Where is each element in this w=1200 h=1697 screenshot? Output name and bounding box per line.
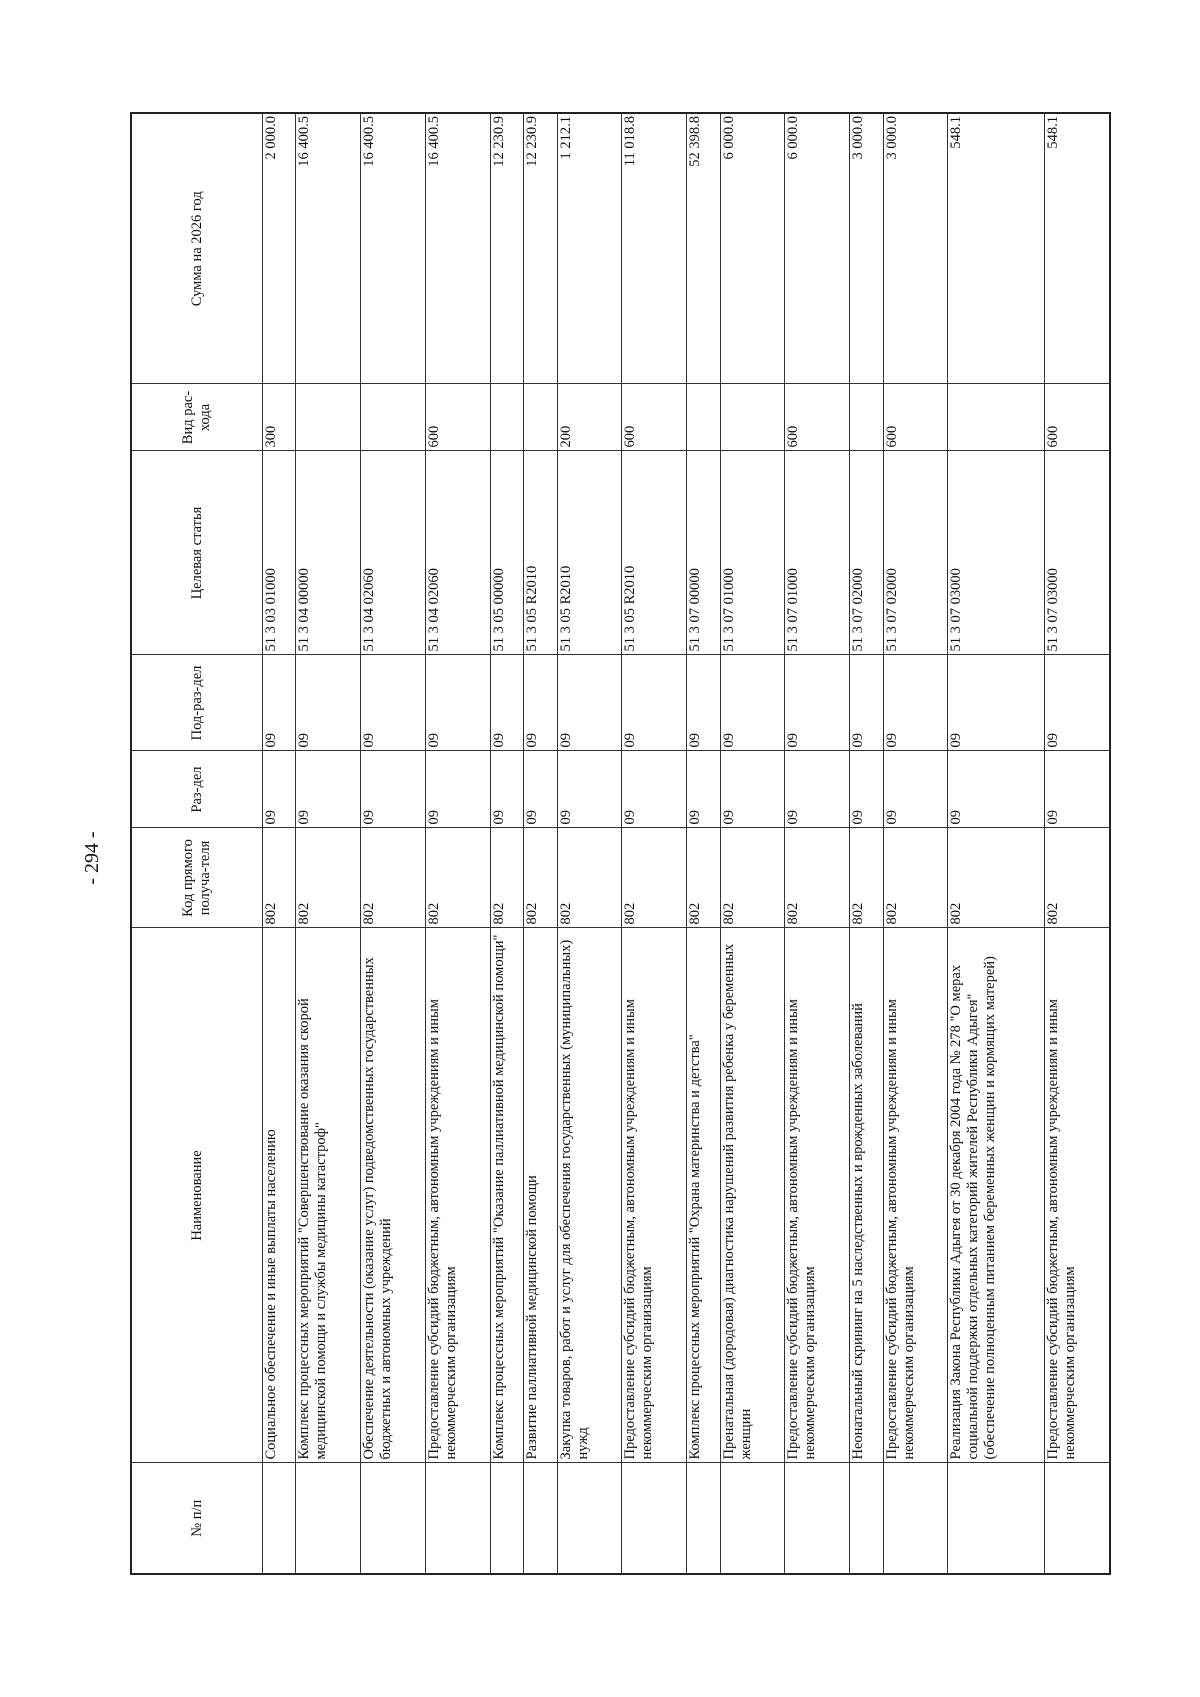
cell-amount: 6 000.0 — [785, 113, 850, 384]
table-row — [687, 113, 720, 1574]
budget-table — [130, 112, 1111, 1575]
cell-target-article: 51 3 05 00000 — [490, 451, 523, 655]
cell-section: 09 — [490, 751, 523, 828]
cell-subsection: 09 — [720, 655, 785, 751]
cell-section: 09 — [263, 751, 296, 828]
cell-section: 09 — [948, 751, 1044, 828]
cell-name: Пренатальная (дородовая) диагностика нарушений развития ребенка у беременных женщин — [720, 928, 785, 1463]
cell-target-article: 51 3 07 00000 — [687, 451, 720, 655]
cell-recipient-code: 802 — [948, 828, 1044, 928]
table-row — [1044, 113, 1110, 1574]
cell-expense-type — [948, 384, 1044, 451]
cell-section: 09 — [296, 751, 361, 828]
cell-name: Предоставление субсидий бюджетным, автономным учреждениям и иным некоммерческим организациям — [883, 928, 948, 1463]
cell-subsection: 09 — [948, 655, 1044, 751]
cell-amount: 16 400.5 — [426, 113, 491, 384]
cell-recipient-code: 802 — [557, 828, 622, 928]
cell-amount: 2 000.0 — [263, 113, 296, 384]
cell-subsection: 09 — [426, 655, 491, 751]
cell-subsection: 09 — [785, 655, 850, 751]
cell-expense-type — [524, 384, 557, 451]
cell-number — [720, 1463, 785, 1574]
cell-target-article: 51 3 07 01000 — [785, 451, 850, 655]
cell-expense-type — [361, 384, 426, 451]
cell-expense-type — [720, 384, 785, 451]
cell-name: Комплекс процессных мероприятий "Оказание паллиативной медицинской помощи" — [490, 928, 523, 1463]
page-number: - 294 - — [81, 831, 103, 885]
col-header-subsection: Под-раз-дел — [131, 655, 263, 751]
cell-name: Развитие паллиативной медицинской помощи — [524, 928, 557, 1463]
cell-number — [948, 1463, 1044, 1574]
cell-target-article: 51 3 07 02000 — [850, 451, 883, 655]
cell-number — [785, 1463, 850, 1574]
cell-subsection: 09 — [687, 655, 720, 751]
cell-section: 09 — [883, 751, 948, 828]
cell-target-article: 51 3 07 02000 — [883, 451, 948, 655]
cell-amount: 6 000.0 — [720, 113, 785, 384]
cell-subsection: 09 — [296, 655, 361, 751]
cell-number — [490, 1463, 523, 1574]
cell-amount: 1 212.1 — [557, 113, 622, 384]
cell-recipient-code: 802 — [1044, 828, 1110, 928]
cell-number — [557, 1463, 622, 1574]
cell-name: Предоставление субсидий бюджетным, автономным учреждениям и иным некоммерческим организациям — [1044, 928, 1110, 1463]
table-row — [426, 113, 491, 1574]
cell-name: Предоставление субсидий бюджетным, автономным учреждениям и иным некоммерческим организациям — [785, 928, 850, 1463]
cell-name: Предоставление субсидий бюджетным, автономным учреждениям и иным некоммерческим организациям — [622, 928, 687, 1463]
cell-amount: 548.1 — [1044, 113, 1110, 384]
cell-recipient-code: 802 — [524, 828, 557, 928]
table-row — [361, 113, 426, 1574]
col-header-recipient-code: Код прямого получа-теля — [131, 828, 263, 928]
cell-recipient-code: 802 — [263, 828, 296, 928]
cell-expense-type: 300 — [263, 384, 296, 451]
cell-name: Закупка товаров, работ и услуг для обеспечения государственных (муниципальных) нужд — [557, 928, 622, 1463]
cell-name: Комплекс процессных мероприятий "Совершенствование оказания скорой медицинской помощи и службы медицины катастроф" — [296, 928, 361, 1463]
cell-expense-type: 200 — [557, 384, 622, 451]
col-header-expense-type: Вид рас-хода — [131, 384, 263, 451]
table-row — [720, 113, 785, 1574]
cell-expense-type: 600 — [426, 384, 491, 451]
cell-section: 09 — [785, 751, 850, 828]
cell-subsection: 09 — [361, 655, 426, 751]
cell-amount: 12 230.9 — [490, 113, 523, 384]
cell-target-article: 51 3 03 01000 — [263, 451, 296, 655]
cell-target-article: 51 3 07 03000 — [948, 451, 1044, 655]
table-row — [296, 113, 361, 1574]
cell-section: 09 — [557, 751, 622, 828]
cell-section: 09 — [720, 751, 785, 828]
cell-subsection: 09 — [883, 655, 948, 751]
cell-section: 09 — [687, 751, 720, 828]
cell-expense-type: 600 — [785, 384, 850, 451]
col-header-number: № п/п — [131, 1463, 263, 1574]
cell-amount: 3 000.0 — [883, 113, 948, 384]
cell-name: Реализация Закона Республики Адыгея от 30 декабря 2004 года № 278 "О мерах социальной поддержки отдельных категорий жителей Республики Адыгея" (обеспечение полноценным питанием беременных женщин и кормящих матерей) — [948, 928, 1044, 1463]
table-row — [850, 113, 883, 1574]
cell-amount: 11 018.8 — [622, 113, 687, 384]
cell-recipient-code: 802 — [850, 828, 883, 928]
cell-subsection: 09 — [850, 655, 883, 751]
cell-section: 09 — [426, 751, 491, 828]
cell-target-article: 51 3 07 01000 — [720, 451, 785, 655]
cell-expense-type — [687, 384, 720, 451]
cell-number — [296, 1463, 361, 1574]
cell-expense-type — [490, 384, 523, 451]
cell-section: 09 — [361, 751, 426, 828]
table-row — [557, 113, 622, 1574]
col-header-target-article: Целевая статья — [131, 451, 263, 655]
table-row — [785, 113, 850, 1574]
cell-amount: 52 398.8 — [687, 113, 720, 384]
cell-name: Комплекс процессных мероприятий "Охрана материнства и детства" — [687, 928, 720, 1463]
col-header-section: Раз-дел — [131, 751, 263, 828]
cell-amount: 16 400.5 — [361, 113, 426, 384]
cell-number — [622, 1463, 687, 1574]
cell-name: Неонатальный скрининг на 5 наследственных и врожденных заболеваний — [850, 928, 883, 1463]
cell-name: Обеспечение деятельности (оказание услуг) подведомственных государственных бюджетных и автономных учреждений — [361, 928, 426, 1463]
col-header-name: Наименование — [131, 928, 263, 1463]
budget-table-sheet — [130, 114, 1111, 1575]
table-row — [948, 113, 1044, 1574]
cell-number — [883, 1463, 948, 1574]
cell-section: 09 — [1044, 751, 1110, 828]
cell-amount: 548.1 — [948, 113, 1044, 384]
cell-target-article: 51 3 05 R2010 — [524, 451, 557, 655]
cell-number — [1044, 1463, 1110, 1574]
table-row — [524, 113, 557, 1574]
cell-target-article: 51 3 04 02060 — [426, 451, 491, 655]
cell-recipient-code: 802 — [720, 828, 785, 928]
cell-expense-type: 600 — [883, 384, 948, 451]
cell-subsection: 09 — [557, 655, 622, 751]
cell-number — [361, 1463, 426, 1574]
table-row — [263, 113, 296, 1574]
cell-section: 09 — [524, 751, 557, 828]
cell-amount: 12 230.9 — [524, 113, 557, 384]
cell-recipient-code: 802 — [361, 828, 426, 928]
table-row — [490, 113, 523, 1574]
col-header-amount-2026: Сумма на 2026 год — [131, 113, 263, 384]
cell-recipient-code: 802 — [687, 828, 720, 928]
cell-target-article: 51 3 07 03000 — [1044, 451, 1110, 655]
cell-recipient-code: 802 — [622, 828, 687, 928]
cell-subsection: 09 — [524, 655, 557, 751]
cell-section: 09 — [622, 751, 687, 828]
cell-recipient-code: 802 — [490, 828, 523, 928]
cell-name: Предоставление субсидий бюджетным, автономным учреждениям и иным некоммерческим организациям — [426, 928, 491, 1463]
cell-target-article: 51 3 04 02060 — [361, 451, 426, 655]
cell-amount: 16 400.5 — [296, 113, 361, 384]
cell-target-article: 51 3 05 R2010 — [557, 451, 622, 655]
cell-number — [850, 1463, 883, 1574]
cell-target-article: 51 3 05 R2010 — [622, 451, 687, 655]
cell-expense-type: 600 — [1044, 384, 1110, 451]
cell-subsection: 09 — [622, 655, 687, 751]
cell-number — [687, 1463, 720, 1574]
cell-subsection: 09 — [490, 655, 523, 751]
cell-number — [524, 1463, 557, 1574]
cell-subsection: 09 — [1044, 655, 1110, 751]
cell-expense-type — [296, 384, 361, 451]
cell-name: Социальное обеспечение и иные выплаты населению — [263, 928, 296, 1463]
table-header-row — [131, 113, 263, 1574]
cell-section: 09 — [850, 751, 883, 828]
cell-recipient-code: 802 — [883, 828, 948, 928]
table-row — [883, 113, 948, 1574]
cell-recipient-code: 802 — [426, 828, 491, 928]
cell-number — [263, 1463, 296, 1574]
cell-subsection: 09 — [263, 655, 296, 751]
cell-number — [426, 1463, 491, 1574]
cell-expense-type: 600 — [622, 384, 687, 451]
table-row — [622, 113, 687, 1574]
cell-expense-type — [850, 384, 883, 451]
cell-recipient-code: 802 — [296, 828, 361, 928]
cell-target-article: 51 3 04 00000 — [296, 451, 361, 655]
cell-recipient-code: 802 — [785, 828, 850, 928]
cell-amount: 3 000.0 — [850, 113, 883, 384]
